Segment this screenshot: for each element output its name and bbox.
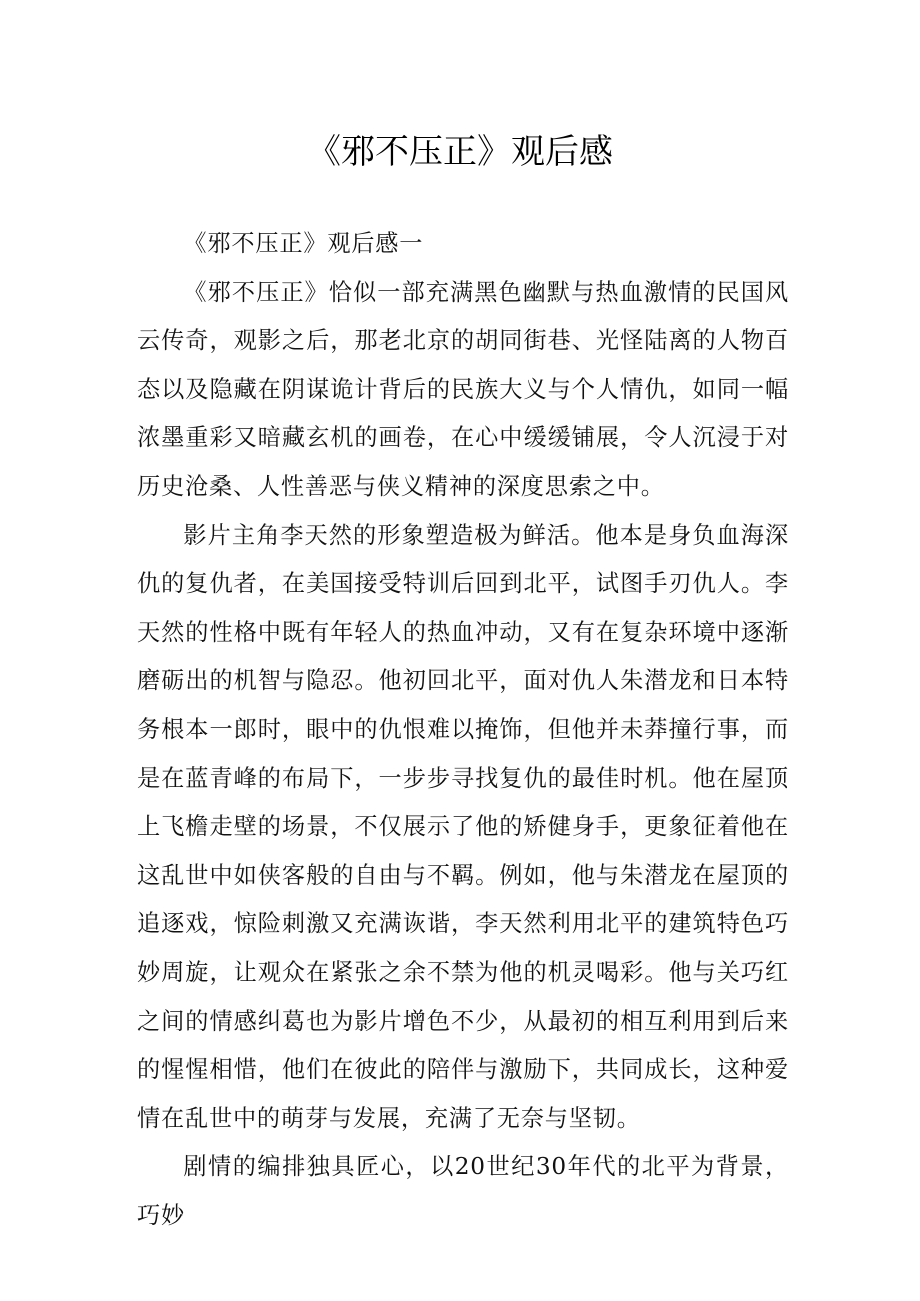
- paragraph-intro: 《邪不压正》恰似一部充满黑色幽默与热血激情的民国风云传奇，观影之后，那老北京的胡同街巷、光怪陆离的人物百态以及隐藏在阴谋诡计背后的民族大义与个人情仇，如同一幅浓墨重彩又暗藏玄机的画卷，在心中缓缓铺展，令人沉浸于对历史沧桑、人性善恶与侠义精神的深度思索之中。: [137, 278, 789, 500]
- paragraph-character: 影片主角李天然的形象塑造极为鲜活。他本是身负血海深仇的复仇者，在美国接受特训后回到北平，试图手刃仇人。李天然的性格中既有年轻人的热血冲动，又有在复杂环境中逐渐磨砺出的机智与隐忍。他初回北平，面对仇人朱潜龙和日本特务根本一郎时，眼中的仇恨难以掩饰，但他并未莽撞行事，而是在蓝青峰的布局下，一步步寻找复仇的最佳时机。他在屋顶上飞檐走壁的场景，不仅展示了他的矫健身手，更象征着他在这乱世中如侠客般的自由与不羁。例如，他与朱潜龙在屋顶的追逐戏，惊险刺激又充满诙谐，李天然利用北平的建筑特色巧妙周旋，让观众在紧张之余不禁为他的机灵喝彩。他与关巧红之间的情感纠葛也为影片增色不少，从最初的相互利用到后来的惺惺相惜，他们在彼此的陪伴与激励下，共同成长，这种爱情在乱世中的萌芽与发展，充满了无奈与坚韧。: [137, 521, 789, 1132]
- paragraph-plot: 剧情的编排独具匠心，以20世纪30年代的北平为背景，巧妙: [137, 1153, 789, 1229]
- document-body: [137, 220, 789, 1240]
- document-title: 《邪不压正》观后感: [307, 132, 613, 172]
- section-subheading: 《邪不压正》观后感一: [183, 230, 424, 257]
